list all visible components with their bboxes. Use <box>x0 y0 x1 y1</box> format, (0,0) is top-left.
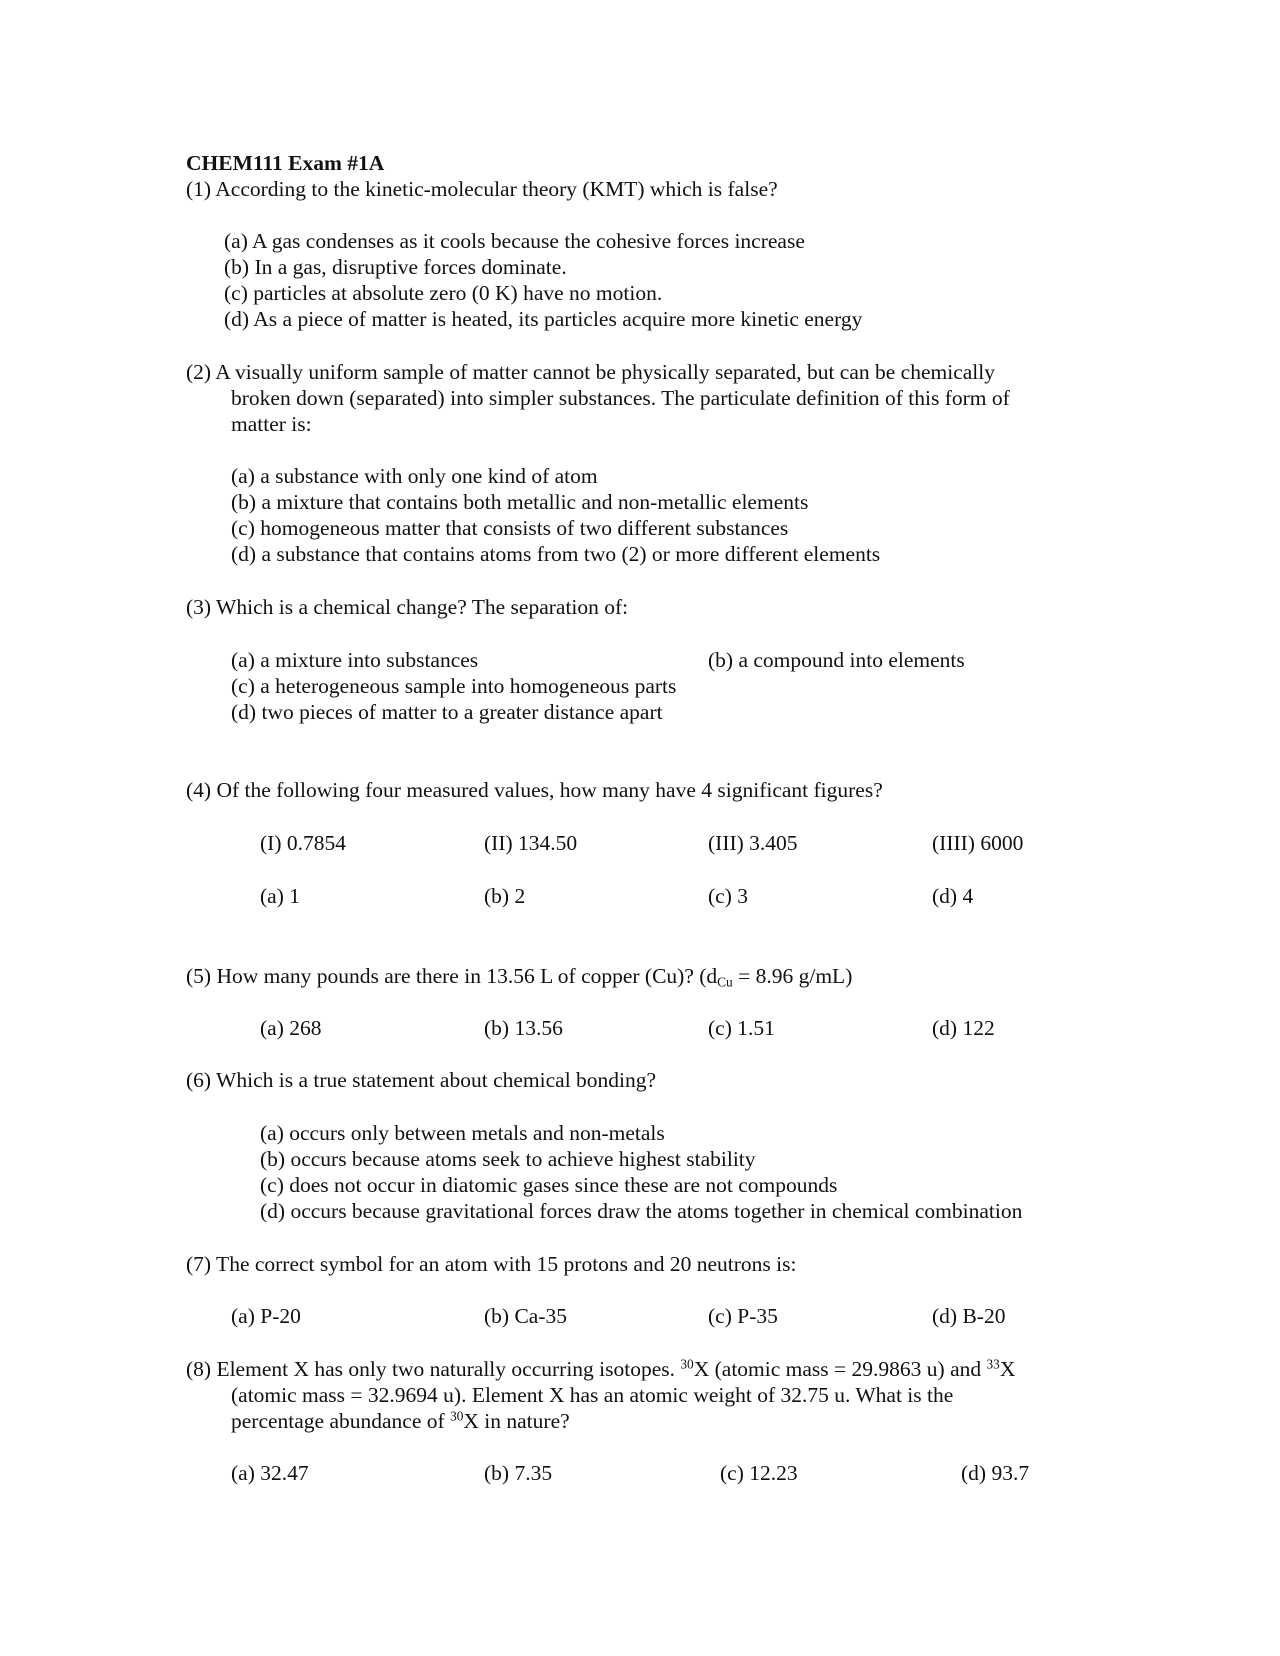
question-4-option-d: (d) 4 <box>932 884 974 908</box>
question-4-value-2: (II) 134.50 <box>484 831 578 855</box>
question-8-option-a: (a) 32.47 <box>231 1461 309 1485</box>
question-8-isotope-33-mass-number: 33 <box>986 1356 1000 1372</box>
question-8-isotope-30-mass-number: 30 <box>680 1356 694 1372</box>
question-5-stem-text: (5) How many pounds are there in 13.56 L of copper (Cu)? (d <box>186 964 718 988</box>
question-4-option-c: (c) 3 <box>708 884 748 908</box>
question-8-abundance-mass-number: 30 <box>450 1408 464 1424</box>
question-6-option-d: (d) occurs because gravitational forces draw the atoms together in chemical combination <box>260 1199 1023 1223</box>
question-8-stem-intro: (8) Element X has only two naturally occurring isotopes. <box>186 1357 681 1381</box>
question-7-option-c: (c) P-35 <box>708 1304 778 1328</box>
question-1-option-b: (b) In a gas, disruptive forces dominate. <box>224 255 567 279</box>
question-8-option-b: (b) 7.35 <box>484 1461 553 1485</box>
question-5-stem <box>186 966 852 988</box>
exam-title: CHEM111 Exam #1A <box>186 151 385 175</box>
question-2-stem-line-1: (2) A visually uniform sample of matter cannot be physically separated, but can be chemically <box>186 360 995 384</box>
question-8-stem-line-1 <box>186 1356 1016 1381</box>
question-3-option-b: (b) a compound into elements <box>708 648 965 672</box>
question-8-stem-line-3 <box>231 1408 570 1433</box>
question-4-stem: (4) Of the following four measured values, how many have 4 significant figures? <box>186 778 883 802</box>
question-2-stem-line-3: matter is: <box>231 412 312 436</box>
question-1-option-d: (d) As a piece of matter is heated, its particles acquire more kinetic energy <box>224 307 863 331</box>
question-2-stem-line-2: broken down (separated) into simpler substances. The particulate definition of this form of <box>231 386 1010 410</box>
question-8-isotope-33-symbol: X <box>999 1357 1016 1381</box>
question-2-option-b: (b) a mixture that contains both metallic and non-metallic elements <box>231 490 809 514</box>
question-4-option-a: (a) 1 <box>260 884 300 908</box>
question-8-abundance-end: X in nature? <box>463 1409 570 1433</box>
question-3-option-a: (a) a mixture into substances <box>231 648 479 672</box>
question-5-stem-density: = 8.96 g/mL) <box>732 964 853 988</box>
question-4-option-b: (b) 2 <box>484 884 526 908</box>
question-4-value-1: (I) 0.7854 <box>260 831 346 855</box>
question-1-option-c: (c) particles at absolute zero (0 K) have no motion. <box>224 281 663 305</box>
question-7-option-d: (d) B-20 <box>932 1304 1006 1328</box>
question-4-value-3: (III) 3.405 <box>708 831 798 855</box>
question-3-option-d: (d) two pieces of matter to a greater distance apart <box>231 700 663 724</box>
question-8-stem-line-2: (atomic mass = 32.9694 u). Element X has an atomic weight of 32.75 u. What is the <box>231 1383 954 1407</box>
question-5-option-c: (c) 1.51 <box>708 1016 775 1040</box>
question-3-stem: (3) Which is a chemical change? The separation of: <box>186 595 629 619</box>
question-6-option-b: (b) occurs because atoms seek to achieve highest stability <box>260 1147 756 1171</box>
question-6-stem: (6) Which is a true statement about chemical bonding? <box>186 1068 657 1092</box>
question-4-value-4: (IIII) 6000 <box>932 831 1024 855</box>
question-6-option-c: (c) does not occur in diatomic gases since these are not compounds <box>260 1173 838 1197</box>
question-8-isotope-30-text: X (atomic mass = 29.9863 u) and <box>693 1357 987 1381</box>
question-8-option-d: (d) 93.7 <box>961 1461 1030 1485</box>
question-1-option-a: (a) A gas condenses as it cools because the cohesive forces increase <box>224 229 805 253</box>
question-5-option-b: (b) 13.56 <box>484 1016 563 1040</box>
question-2-option-c: (c) homogeneous matter that consists of two different substances <box>231 516 789 540</box>
question-7-option-b: (b) Ca-35 <box>484 1304 567 1328</box>
question-8-abundance-text: percentage abundance of <box>231 1409 451 1433</box>
question-1-stem: (1) According to the kinetic-molecular theory (KMT) which is false? <box>186 177 778 201</box>
question-2-option-d: (d) a substance that contains atoms from two (2) or more different elements <box>231 542 881 566</box>
question-6-option-a: (a) occurs only between metals and non-metals <box>260 1121 665 1145</box>
question-7-stem: (7) The correct symbol for an atom with 15 protons and 20 neutrons is: <box>186 1252 797 1276</box>
question-7-option-a: (a) P-20 <box>231 1304 301 1328</box>
question-5-option-d: (d) 122 <box>932 1016 995 1040</box>
question-8-option-c: (c) 12.23 <box>720 1461 798 1485</box>
question-5-option-a: (a) 268 <box>260 1016 322 1040</box>
question-5-density-subscript: Cu <box>717 974 733 990</box>
question-2-option-a: (a) a substance with only one kind of atom <box>231 464 598 488</box>
question-3-option-c: (c) a heterogeneous sample into homogeneous parts <box>231 674 677 698</box>
